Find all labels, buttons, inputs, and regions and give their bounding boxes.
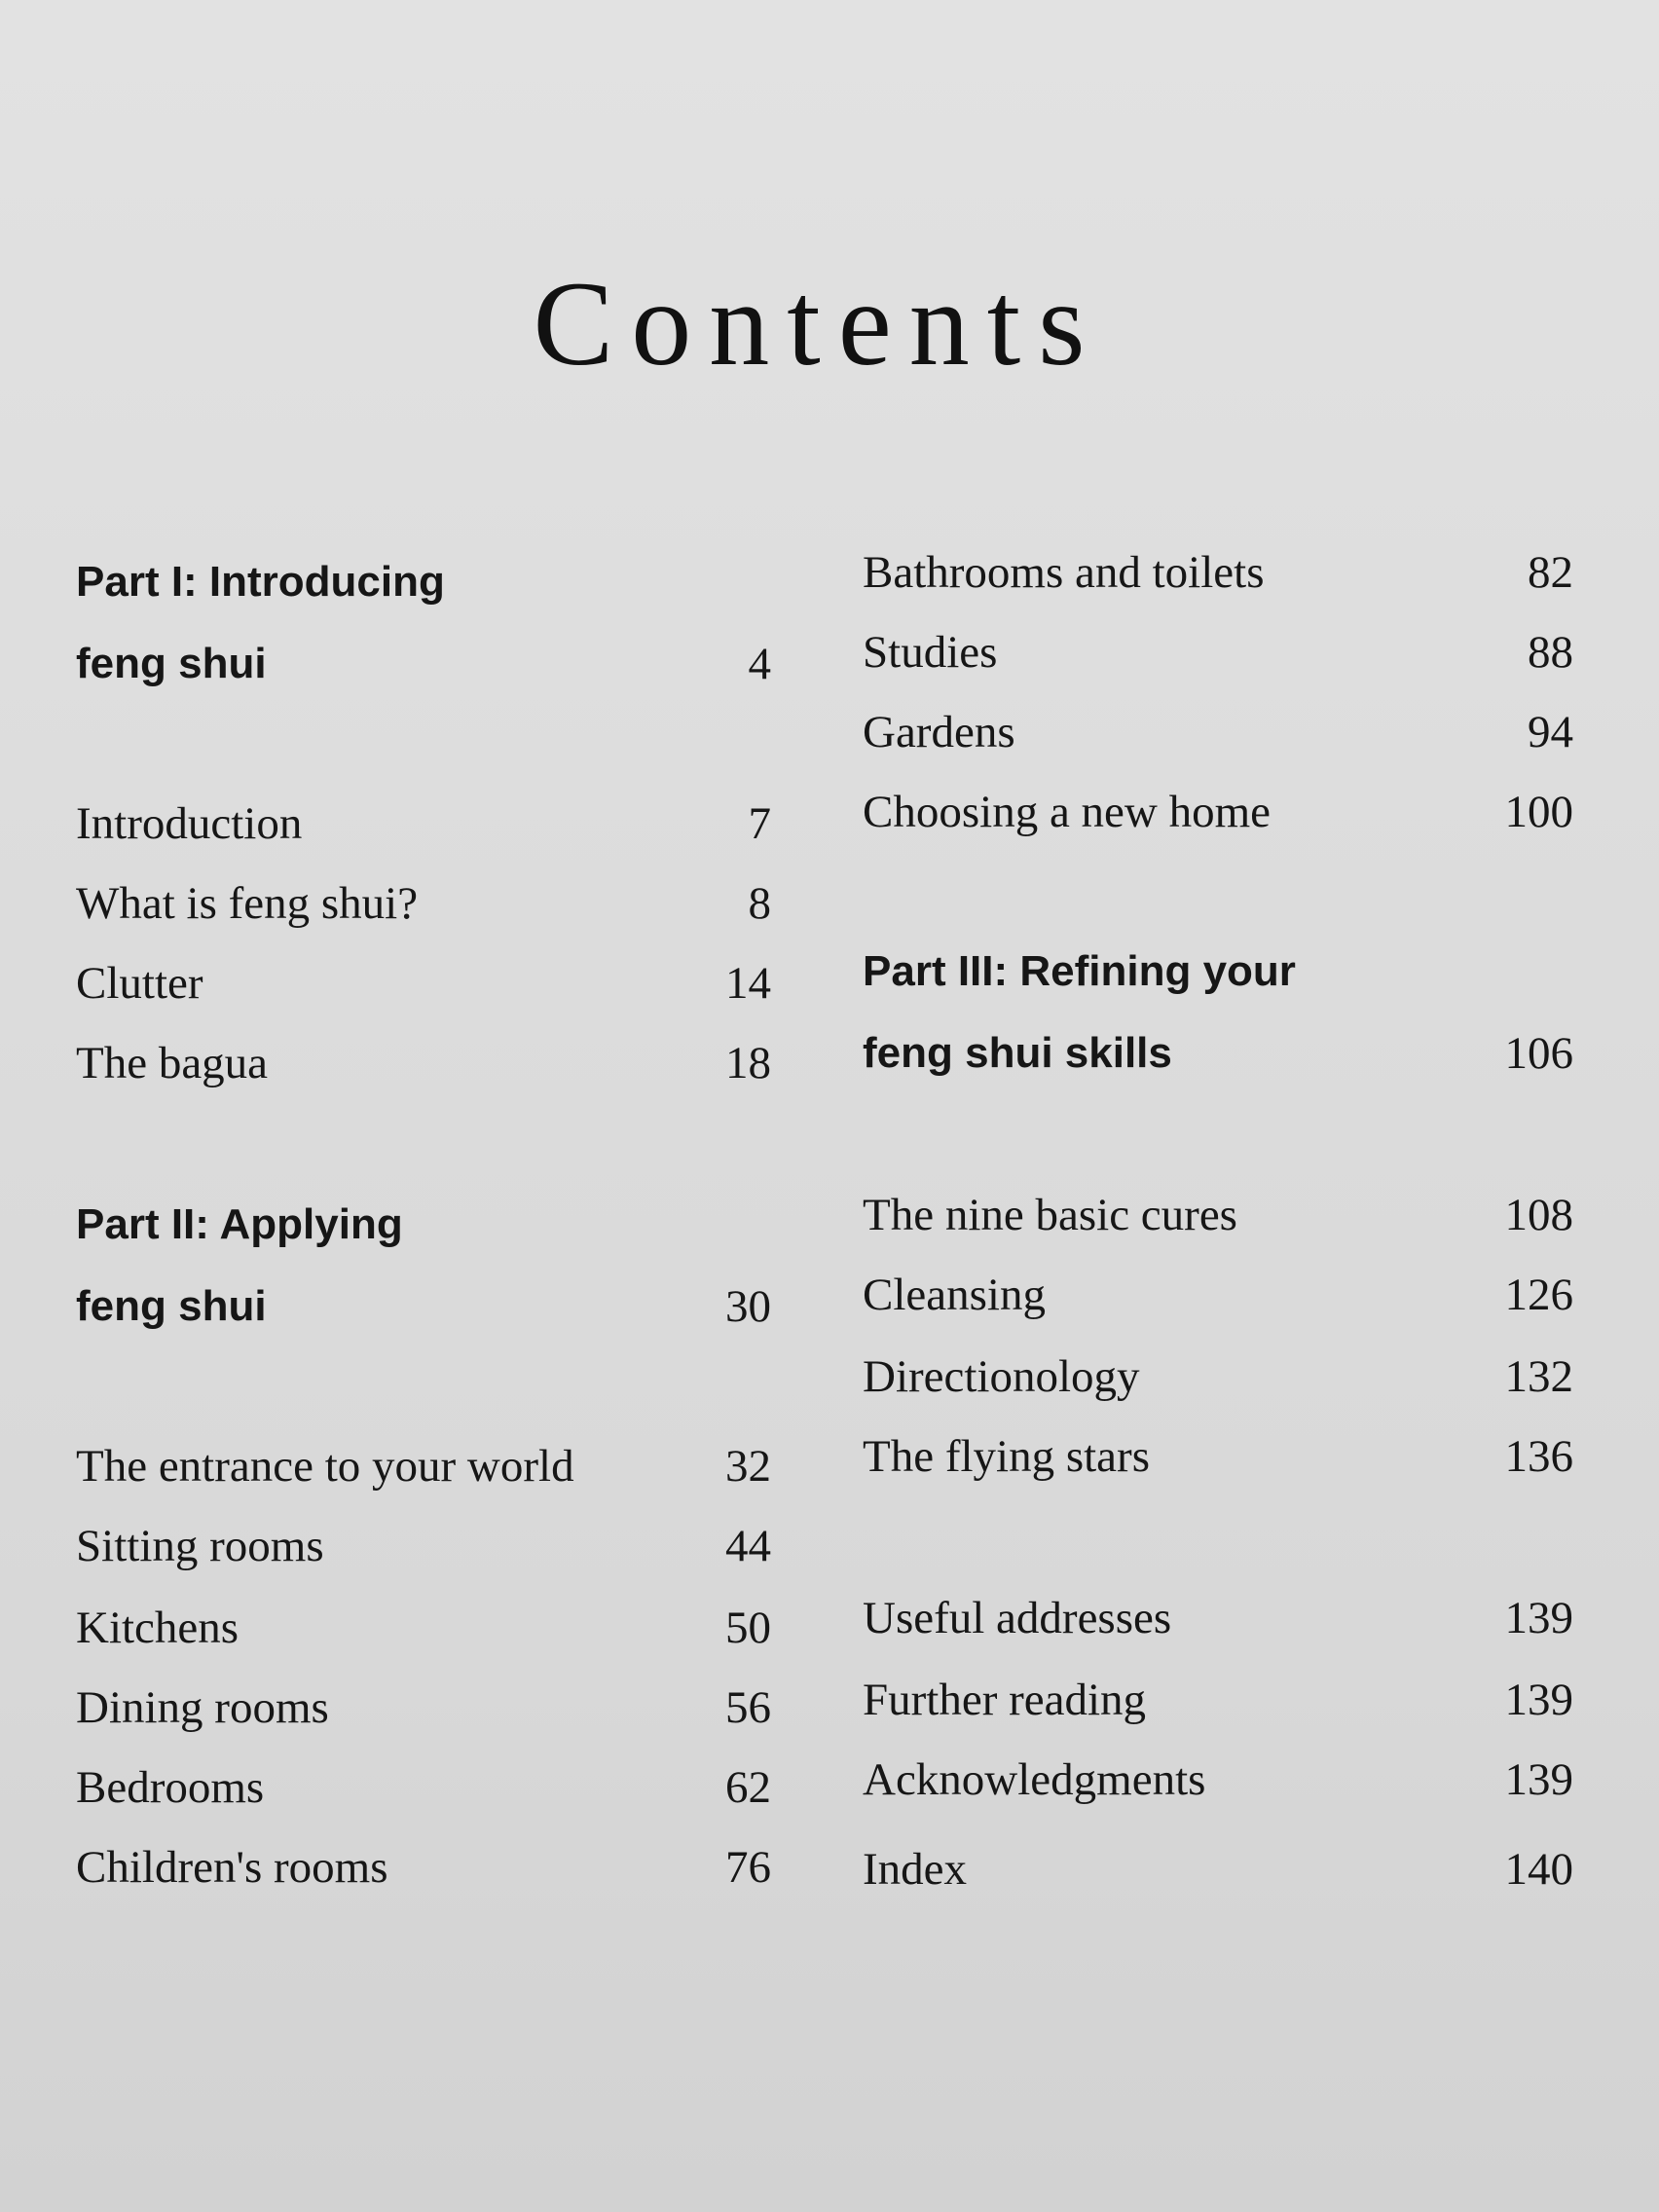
- entry-title: Choosing a new home: [863, 787, 1272, 837]
- entry-title: Cleansing: [863, 1270, 1046, 1320]
- part-title-line2: feng shui skills: [863, 1029, 1172, 1077]
- entry-title: Useful addresses: [863, 1593, 1172, 1643]
- page-number: 82: [1528, 547, 1573, 598]
- part-title-line1: Part I: Introducing: [76, 558, 445, 606]
- page-title: Contents: [533, 257, 1103, 391]
- part-title-line2: feng shui: [76, 1282, 267, 1330]
- entry-title: Index: [863, 1844, 968, 1895]
- page-number: 14: [725, 958, 771, 1009]
- entry-title: Studies: [863, 627, 998, 678]
- entry-title: Kitchens: [76, 1603, 240, 1653]
- page-number: 100: [1504, 787, 1573, 837]
- part-title-line2: feng shui: [76, 640, 267, 687]
- page-number: 106: [1504, 1028, 1573, 1079]
- entry-title: Directionology: [863, 1351, 1140, 1402]
- entry-title: The nine basic cures: [863, 1190, 1237, 1240]
- entry-title: Further reading: [863, 1675, 1147, 1725]
- entry-title: Bedrooms: [76, 1762, 265, 1813]
- page-number: 50: [725, 1603, 771, 1653]
- page-number: 44: [725, 1521, 771, 1571]
- page-number: 7: [748, 798, 771, 849]
- entry-title: Clutter: [76, 958, 203, 1009]
- page-number: 8: [748, 878, 771, 929]
- page-number: 88: [1528, 627, 1573, 678]
- page-number: 62: [725, 1762, 771, 1813]
- entry-title: Children's rooms: [76, 1842, 388, 1893]
- page-number: 18: [725, 1038, 771, 1088]
- entry-title: Bathrooms and toilets: [863, 547, 1265, 598]
- entry-title: Dining rooms: [76, 1682, 329, 1733]
- page-number: 136: [1504, 1431, 1573, 1482]
- page-number: 56: [725, 1682, 771, 1733]
- part-title-line1: Part II: Applying: [76, 1200, 403, 1248]
- entry-title: Gardens: [863, 707, 1015, 757]
- entry-title: Acknowledgments: [863, 1754, 1206, 1805]
- page-number: 139: [1504, 1675, 1573, 1725]
- page-number: 94: [1528, 707, 1573, 757]
- entry-title: The entrance to your world: [76, 1441, 574, 1492]
- page-number: 139: [1504, 1754, 1573, 1805]
- page-number: 108: [1504, 1190, 1573, 1240]
- page-number: 139: [1504, 1593, 1573, 1643]
- entry-title: The bagua: [76, 1038, 269, 1088]
- page-number: 132: [1504, 1351, 1573, 1402]
- entry-title: Introduction: [76, 798, 303, 849]
- page-number: 76: [725, 1842, 771, 1893]
- page-number: 126: [1504, 1270, 1573, 1320]
- entry-title: Sitting rooms: [76, 1521, 324, 1571]
- entry-title: The flying stars: [863, 1431, 1150, 1482]
- page-number: 4: [748, 639, 771, 689]
- part-title-line1: Part III: Refining your: [863, 947, 1296, 995]
- page-number: 30: [725, 1281, 771, 1332]
- page-number: 140: [1504, 1844, 1573, 1895]
- entry-title: What is feng shui?: [76, 878, 419, 929]
- page-number: 32: [725, 1441, 771, 1492]
